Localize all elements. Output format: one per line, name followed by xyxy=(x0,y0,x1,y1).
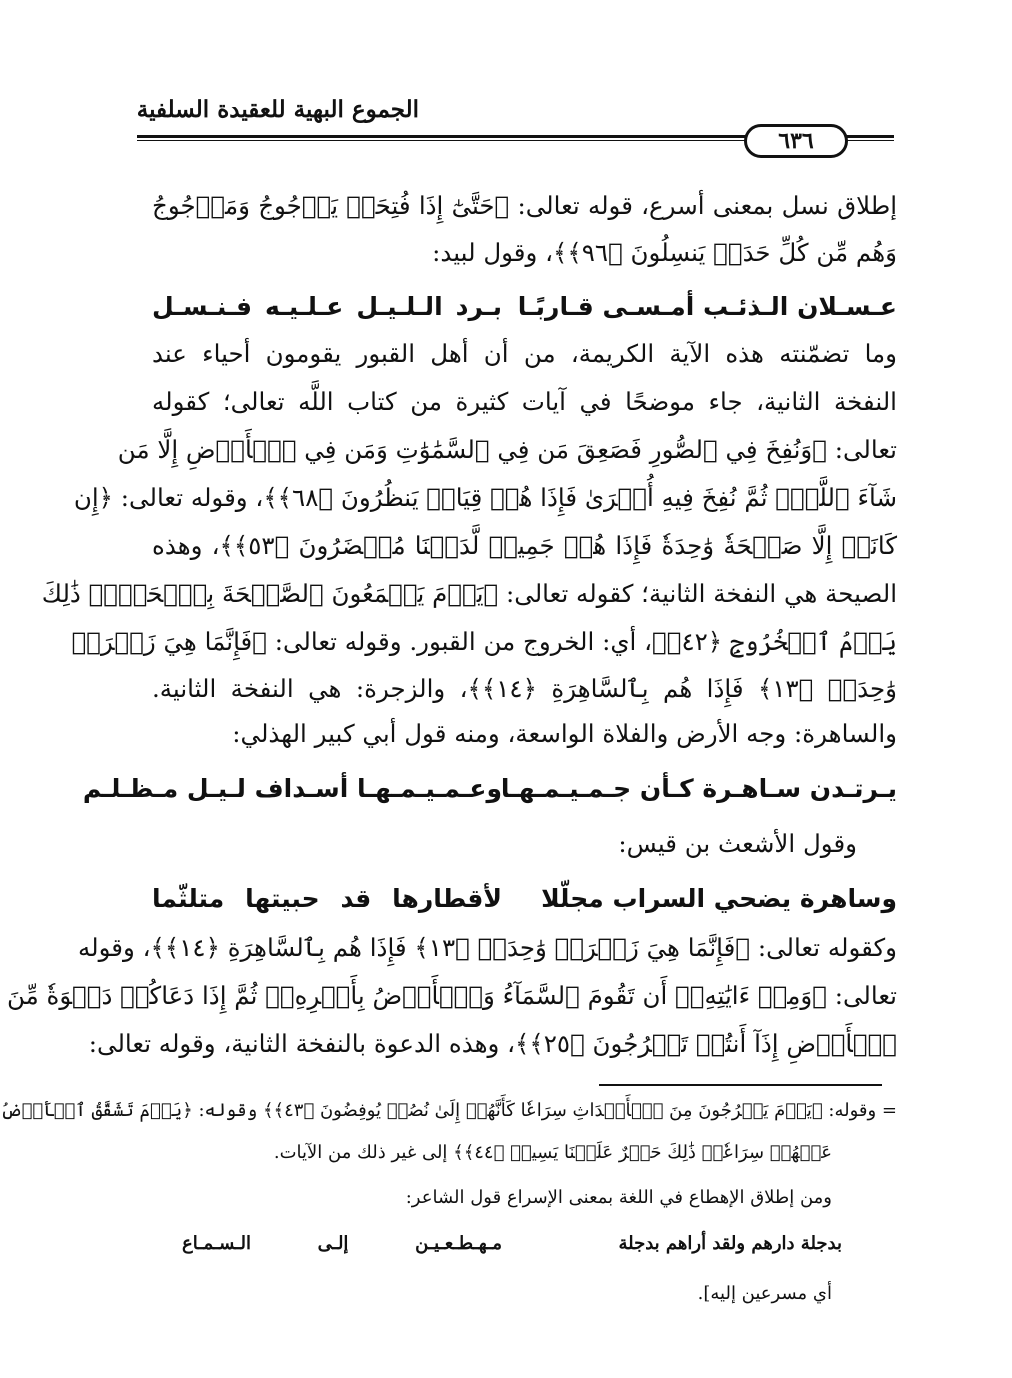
body-line: والساهرة: وجه الأرض والفلاة الواسعة، ومنه قول أبي كبير الهذلي: xyxy=(232,719,897,748)
body-line: وقول الأشعث بن قيس: xyxy=(618,829,857,858)
body-line: الصيحة هي النفخة الثانية؛ كقوله تعالى: ﴿يَوۡمَ يَسۡمَعُونَ ٱلصَّيۡحَةَ بِٱلۡحَقِّۚ ذَٰلِكَ xyxy=(41,579,897,608)
body-line: وما تضمّنته هذه الآية الكريمة، من أن أهل القبور يقومون أحياء عند xyxy=(152,339,897,368)
footnote-line: = وقوله: ﴿يَوۡمَ يَخۡرُجُونَ مِنَ ٱلۡأَجۡدَاثِ سِرَاعٗا كَأَنَّهُمۡ إِلَىٰ نُصُبٖ يُوفِضُونَ ﴿٤٣﴾﴾ وقوله: ﴿يَوۡمَ تَشَقَّقُ ٱلۡأَرۡضُ xyxy=(0,1100,897,1121)
poem-first-hemistich: بدجلة دارهم ولقد أراهم بدجلة xyxy=(618,1233,842,1254)
body-line: شَآءَ ٱللَّهُۖ ثُمَّ نُفِخَ فِيهِ أُخۡرَىٰ فَإِذَا هُمۡ قِيَامٞ يَنظُرُونَ ﴿٦٨﴾﴾، وقوله تعالى: ﴿إِن xyxy=(73,483,897,512)
poem-first-hemistich: يـرتـدن سـاهـرة كـأن جـمـيـمـهـا xyxy=(500,774,897,803)
footnote-separator xyxy=(599,1084,882,1086)
footnote-line: عَنۡهُمۡ سِرَاعٗاۚ ذَٰلِكَ حَشۡرٌ عَلَيۡنَا يَسِيرٞ ﴿٤٤﴾﴾ إلى غير ذلك من الآيات. xyxy=(273,1142,832,1163)
running-header-title: الجموع البهية للعقيدة السلفية xyxy=(136,96,419,123)
body-line: تعالى: ﴿وَمِنۡ ءَايَٰتِهِۦٓ أَن تَقُومَ ٱلسَّمَآءُ وَٱلۡأَرۡضُ بِأَمۡرِهِۦۚ ثُمَّ إِذَا دَعَاكُمۡ دَعۡوَةٗ مِّنَ xyxy=(6,981,897,1010)
page-number-badge: ٦٣٦ xyxy=(744,124,848,158)
poem-second-hemistich: بـرد الـلـيـل عـلـيـه فـنـسـل xyxy=(152,292,502,321)
body-line: وكقوله تعالى: ﴿فَإِنَّمَا هِيَ زَجۡرَةٞ وَٰحِدَةٞ ﴿١٣﴾ فَإِذَا هُم بِٱلسَّاهِرَةِ ﴿١٤﴾﴾، وقوله xyxy=(78,933,897,962)
poem-verse xyxy=(152,284,897,330)
poem-second-hemistich: وعـمـيـمـهـا أسـداف لـيـل مـظـلـم xyxy=(82,774,502,803)
poem-first-hemistich: عـسـلان الـذئـب أمـسـى قـاربًـا xyxy=(517,292,897,321)
poem-first-hemistich: وساهرة يضحي السراب مجلّلا xyxy=(541,884,897,913)
body-line: يَوۡمُ ٱلۡخُرُوجِ ﴿٤٢﴾﴾، أي: الخروج من القبور. وقوله تعالى: ﴿فَإِنَّمَا هِيَ زَجۡرَةٞ xyxy=(71,627,897,656)
body-line: وَهُم مِّن كُلِّ حَدَبٖ يَنسِلُونَ ﴿٩٦﴾﴾، وقول لبيد: xyxy=(432,238,897,267)
footnote-poem-verse xyxy=(182,1224,842,1264)
poem-verse xyxy=(82,766,897,812)
body-line: وَٰحِدَةٞ ﴿١٣﴾ فَإِذَا هُم بِٱلسَّاهِرَةِ ﴿١٤﴾﴾، والزجرة: هي النفخة الثانية. xyxy=(152,674,897,703)
body-line: النفخة الثانية، جاء موضحًا في آيات كثيرة من كتاب اللَّه تعالى؛ كقوله xyxy=(152,387,897,416)
footnote-line: أي مسرعين إليه]. xyxy=(697,1283,832,1304)
body-line: تعالى: ﴿وَنُفِخَ فِي ٱلصُّورِ فَصَعِقَ مَن فِي ٱلسَّمَٰوَٰتِ وَمَن فِي ٱلۡأَرۡضِ إِلَّا مَن xyxy=(117,435,897,464)
footnote-line: ومن إطلاق الإهطاع في اللغة بمعنى الإسراع قول الشاعر: xyxy=(405,1187,832,1208)
poem-second-hemistich: لأقطارها قد حبيتها متلثّما xyxy=(152,884,502,913)
body-line: إطلاق نسل بمعنى أسرع، قوله تعالى: ﴿حَتَّىٰٓ إِذَا فُتِحَتۡ يَأۡجُوجُ وَمَأۡجُوجُ xyxy=(152,191,897,220)
poem-verse xyxy=(152,876,897,922)
poem-second-hemistich: مـهـطـعـيـن إلـى الـسـمـاع xyxy=(182,1233,502,1254)
body-line: ٱلۡأَرۡضِ إِذَآ أَنتُمۡ تَخۡرُجُونَ ﴿٢٥﴾﴾، وهذه الدعوة بالنفخة الثانية، وقوله تعالى: xyxy=(88,1029,897,1058)
body-line: كَانَتۡ إِلَّا صَيۡحَةٗ وَٰحِدَةٗ فَإِذَا هُمۡ جَمِيعٞ لَّدَيۡنَا مُحۡضَرُونَ ﴿٥٣﴾﴾، وهذه xyxy=(152,531,897,560)
